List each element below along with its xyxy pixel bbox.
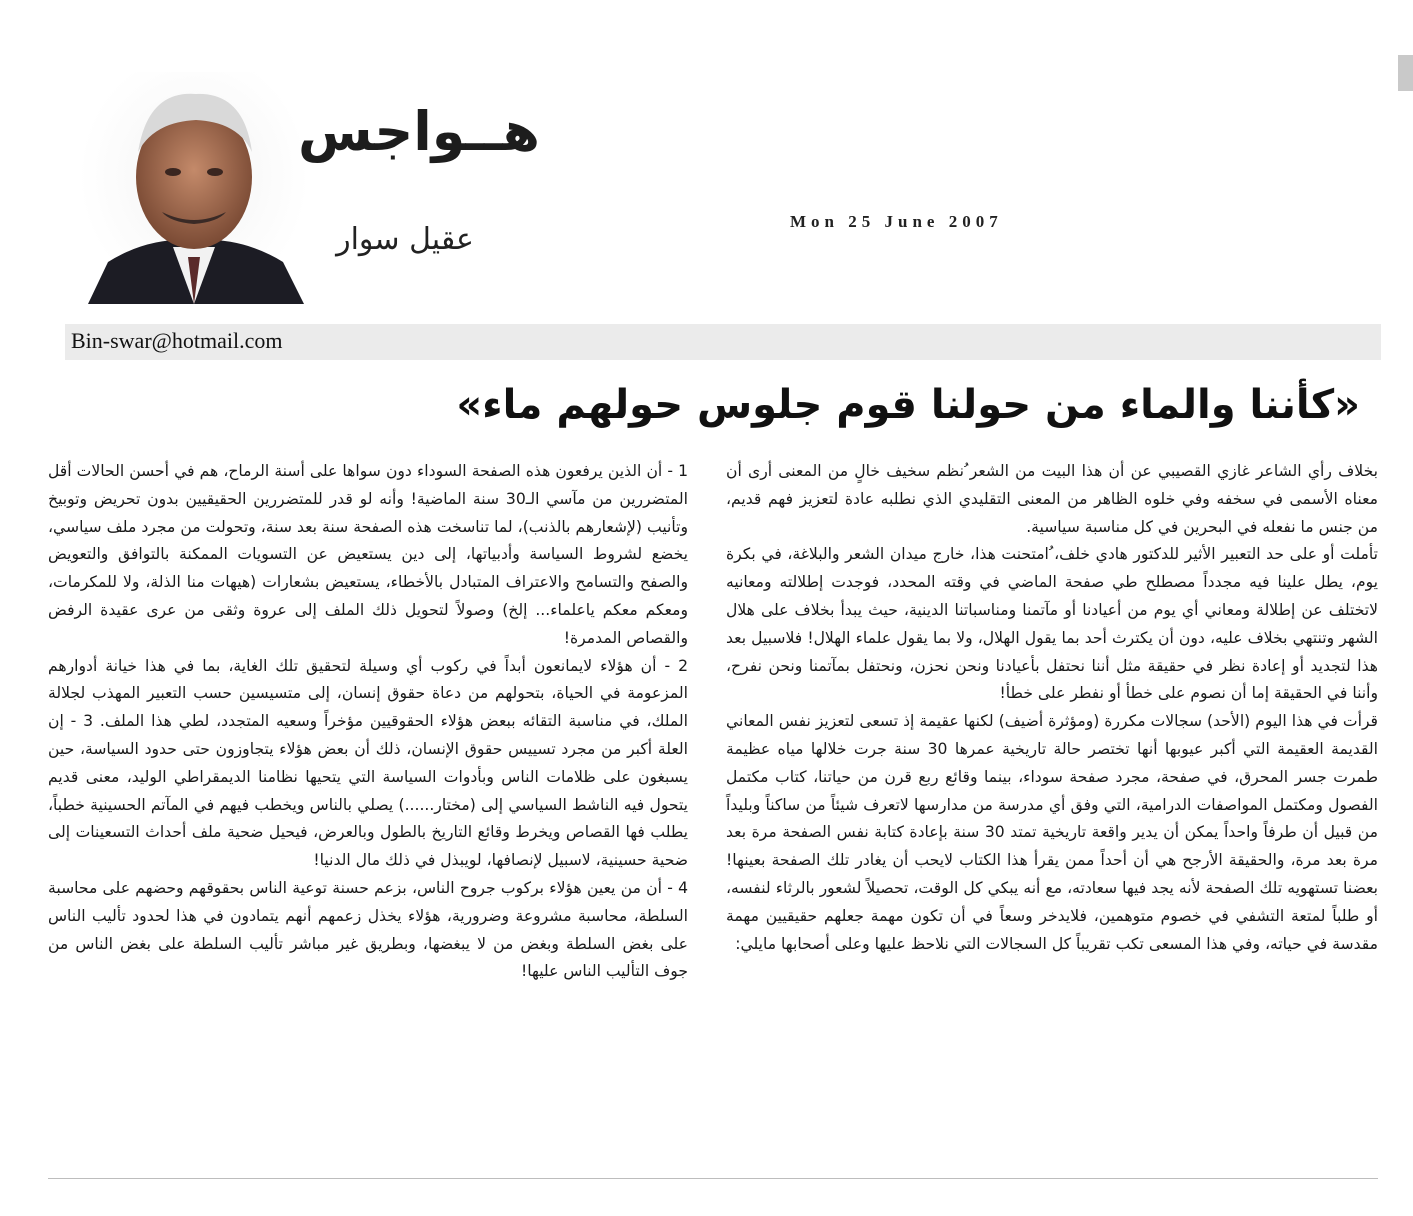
author-email-link[interactable]: Bin-swar@hotmail.com: [71, 328, 283, 353]
author-name: عقيل سوار: [336, 222, 474, 257]
author-photo: [78, 72, 310, 304]
paragraph: قرأت في هذا اليوم (الأحد) سجالات مكررة (ومؤثرة أضيف) لكنها عقيمة إذ تسعى لتعزيز نفس المعاني القديمة العقيمة التي أكبر عيوبها أنها تختصر حالة تاريخية عمرها 30 سنة جرت خلالها مياه عظيمة طمرت جسر المحرق، في صفحة، مجرد صفحة سوداء، بينما وقائع ربع قرن من حياتنا، كتاب مكتمل الفصول ومكتمل المواصفات الدرامية، التي وفق أي مدرسة من مدارسها لاتعرف شيئاً من ساكناً وبليداً من قبيل أن طرفاً واحداً يمكن أن يدير واقعة تاريخية تمتد 30 سنة بإعادة كتابة نفس الصفحة مرة بعد مرة بعد مرة، والحقيقة الأرجح هي أن أحداً ممن يقرأ هذا الكتاب لايحب أن يغادر تلك الصفحة بعينها! بعضنا تستهويه تلك الصفحة لأنه يجد فيها سعادته، مع أنه يبكي كل الوقت، تحصيلاً لشعور بالرثاء لنفسه، أو طلباً لمتعة التشفي في خصوم متوهمين، فلايدخر وسعاً في أن تكون مهمة جعلهم حقيقيين مهمة مقدسة في حياته، وفي هذا المسعى تكب تقريباً كل السجالات التي نلاحظ عليها وعلى أصحابها مايلي:: [726, 712, 1378, 953]
bottom-divider: [48, 1178, 1378, 1179]
article-headline: «كأننا والماء من حولنا قوم جلوس حولهم ماء»: [456, 382, 1360, 428]
paragraph: بخلاف رأي الشاعر غازي القصيبي عن أن هذا البيت من الشعر ُنظم سخيف خالٍ من المعنى أرى أن معناه الأسمى في سخفه وفي خلوه الظاهر من المعنى التقليدي الذي نطلبه عادة لتعزيز فهم قديم، من جنس ما نفعله في البحرين في كل مناسبة سياسية.: [726, 462, 1378, 536]
publish-date: Mon 25 June 2007: [790, 212, 1003, 231]
article-column-right: [726, 458, 1378, 958]
paragraph: 1 - أن الذين يرفعون هذه الصفحة السوداء دون سواها على أسنة الرماح، هم في أحسن الحالات أقل المتضررين من مآسي الـ30 سنة الماضية! وأنه لو قدر للمتضررين الحقيقيين بدون تحريض وتوبيخ وتأنيب (لإشعارهم بالذنب)، لما تناسخت هذه الصفحة سنة بعد سنة، وتحولت من مجرد ملف سياسي، يخضع لشروط السياسة وأدبياتها، إلى دين يستعيض عن التسويات الممكنة بالتوافق والتعويض والصفح والتسامح والاعتراف المتبادل بالأخطاء، يستعيض بشعارات (هيهات منا الذلة، ولا للمكرمات، ومعكم معكم ياعلماء... إلخ) وصولاً لتحويل ذلك الملف إلى عروة وثقى من عرى عقيدة الرفض والقصاص المدمرة!: [48, 462, 689, 647]
paragraph: 2 - أن هؤلاء لايمانعون أبداً في ركوب أي وسيلة لتحقيق تلك الغاية، بما في هذا خيانة أدوارهم المزعومة في الحياة، بتحولهم من دعاة حقوق إنسان، إلى متسيسين حسب التعبير المهذب لجلالة الملك، في مناسبة التقائه ببعض هؤلاء الحقوقيين مؤخراً وسعيه المتجدد، لطي هذا الملف. 3 - إن العلة أكبر من مجرد تسييس حقوق الإنسان، ذلك أن بعض هؤلاء يتجاوزون حتى حدود السياسة، حين يسبغون على ظلامات الناس وبأدوات السياسة التي يتحيها نظامنا الديمقراطي الوليد، معنى قديم يتحول فيه الناشط السياسي إلى (مختار......) يصلي بالناس ويخطب فيهم في المآتم الحسينية خطباً، يطلب فها القصاص ويخرط وقائع التاريخ بالطول وبالعرض، فيحيل ضحية ملف أحداث التسعينات إلى ضحية حسينية، لاسبيل لإنصافها، لويبذل في ذلك مال الدنيا!: [48, 656, 688, 870]
paragraph: 4 - أن من يعين هؤلاء بركوب جروح الناس، بزعم حسنة توعية الناس بحقوقهم وحضهم على محاسبة السلطة، محاسبة مشروعة وضرورية، هؤلاء يخذل زعمهم أنهم يتمادون في هذا لحدود تأليب الناس على بغض السلطة وبغض من لا يبغضها، وبطريق غير مباشر تأليب السلطة على بغض الناس من جوف التأليب الناس عليها!: [48, 878, 688, 981]
article-column-left: [48, 458, 688, 986]
paragraph: تأملت أو على حد التعبير الأثير للدكتور هادي خلف، ُامتحنت هذا، خارج ميدان الشعر والبلاغة، في بكرة يوم، يطل علينا فيه مجدداً مصطلح طي صفحة الماضي في وقته المحدد، فوجدت إطلالته ومعانيه لاتختلف عن إطلالة ومعاني أي يوم من أعيادنا أو مآتمنا ومناسباتنا الدينية، حيث يبدأ بخلاف على هلال الشهر وتنتهي بخلاف عليه، دون أن يكترث أحد بما يقول الهلال، ولا بما يقول علماء الهلال! فلاسبيل بعد هذا لتجديد أو إعادة نظر في حقيقة مثل أننا نحتفل بأعيادنا ونحن نحزن، ونحتفل بمآتمنا ونحن نفرح، وأننا في الحقيقة إما أن نصوم على خطأ أو نفطر على خطأ!: [726, 545, 1378, 703]
corner-mark: [1398, 55, 1413, 91]
email-bar: [65, 324, 1381, 360]
column-title: هــواجس: [298, 100, 540, 163]
